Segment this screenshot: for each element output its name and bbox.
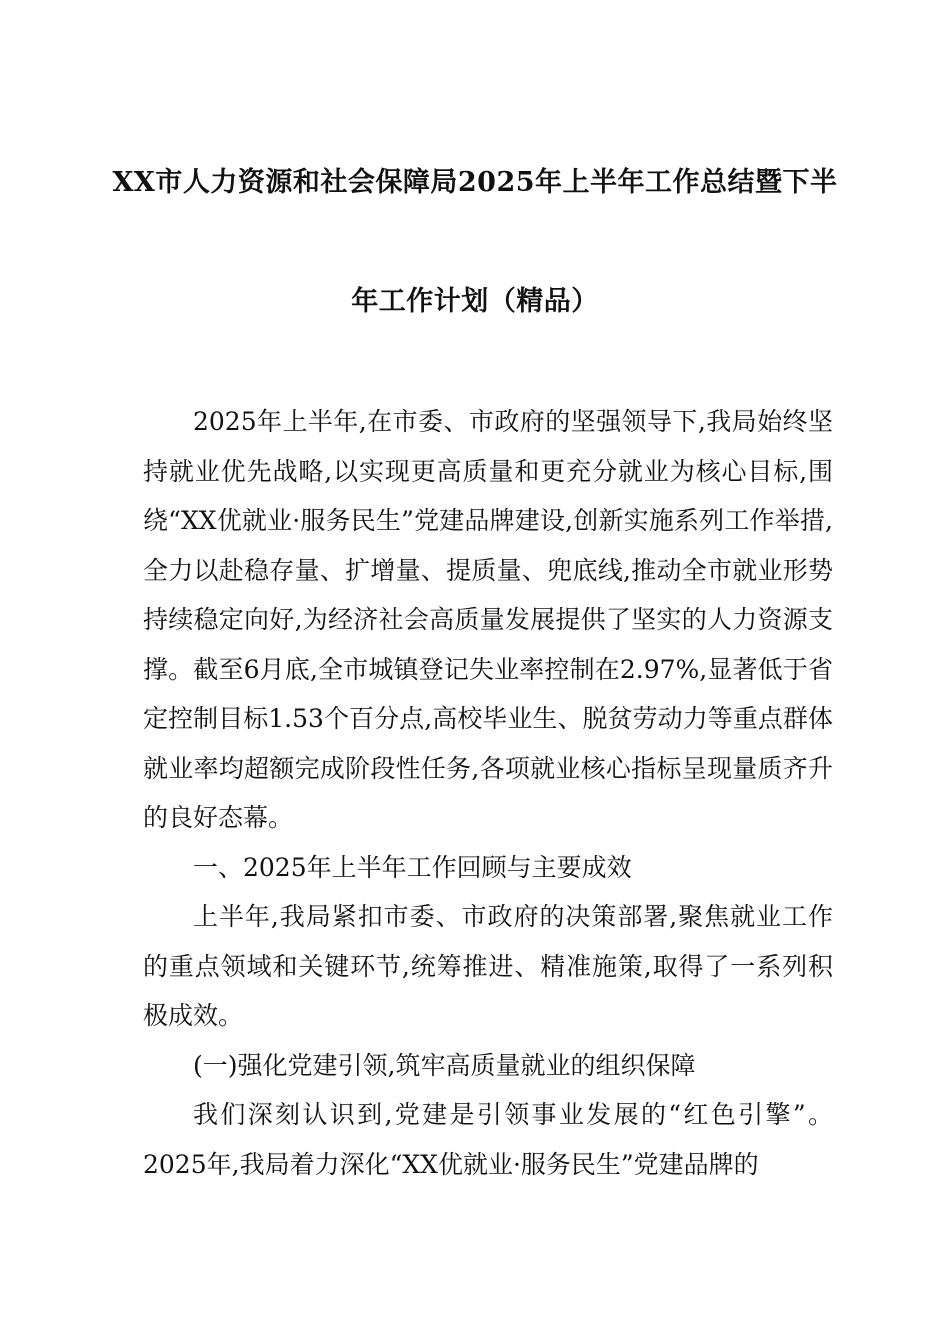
section-1-paragraph: 上半年,我局紧扣市委、市政府的决策部署,聚焦就业工作的重点领域和关键环节,统筹推进、精准施策,取得了一系列积极成效。	[143, 902, 833, 1030]
section-heading-1: 一、2025年上半年工作回顾与主要成效	[193, 852, 632, 882]
subsection-1-paragraph: 我们深刻认识到,党建是引领事业发展的“红色引擎”。2025年,我局着力深化“XX优就业·服务民生”党建品牌的	[143, 1100, 833, 1179]
intro-paragraph: 2025年上半年,在市委、市政府的坚强领导下,我局始终坚持就业优先战略,以实现更高质量和更充分就业为核心目标,围绕“XX优就业·服务民生”党建品牌建设,创新实施系列工作举措,全力以赴稳存量、扩增量、提质量、兜底线,推动全市就业形势持续稳定向好,为经济社会高质量发展提供了坚实的人力资源支撑。截至6月底,全市城镇登记失业率控制在2.97%,显著低于省定控制目标1.53个百分点,高校毕业生、脱贫劳动力等重点群体就业率均超额完成阶段性任务,各项就业核心指标呈现量质齐升的良好态幕。	[143, 407, 833, 832]
subsection-heading-1: (一)强化党建引领,筑牢高质量就业的组织保障	[193, 1050, 696, 1080]
document-body	[143, 397, 833, 1189]
document-title-line-2: 年工作计划（精品）	[351, 286, 599, 317]
document-title-line-1: XX市人力资源和社会保障局2025年上半年工作总结暨下半	[112, 167, 838, 198]
